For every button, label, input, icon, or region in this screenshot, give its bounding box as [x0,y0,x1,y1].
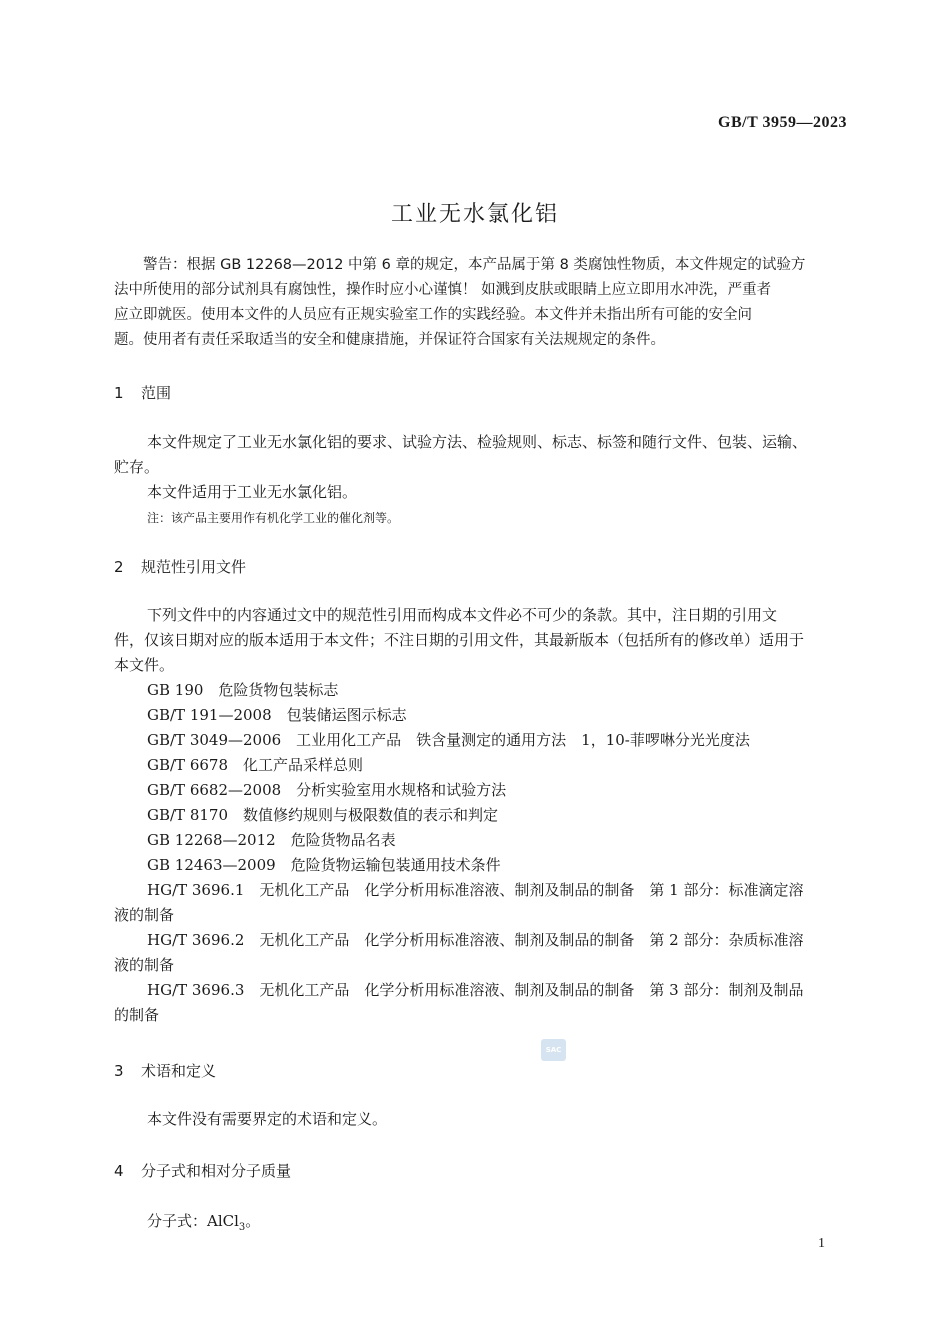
section-number: 3 [114,1062,124,1080]
formula-main: AlCl [207,1212,239,1230]
paragraph-line: 贮存。 [114,458,160,476]
reference-item: GB/T 8170 数值修约规则与极限数值的表示和判定 [147,806,499,824]
section-title: 分子式和相对分子质量 [141,1162,292,1180]
reference-item-continued: 液的制备 [114,956,175,974]
section-3-heading [114,1060,216,1081]
paragraph-line: 本文件没有需要界定的术语和定义。 [147,1110,388,1128]
formula-label: 分子式： [147,1212,208,1230]
reference-item: HG/T 3696.3 无机化工产品 化学分析用标准溶液、制剂及制品的制备 第 3 部分：制剂及制品 [147,981,804,999]
section-2-heading [114,556,246,577]
reference-item: GB 12268—2012 危险货物品名表 [147,831,396,849]
paragraph-line: 本文件。 [114,656,175,674]
page-number: 1 [818,1236,825,1251]
reference-item: GB/T 6678 化工产品采样总则 [147,756,364,774]
reference-item: GB/T 6682—2008 分析实验室用水规格和试验方法 [147,781,507,799]
paragraph-line: 下列文件中的内容通过文中的规范性引用而构成本文件必不可少的条款。其中，注日期的引用文 [147,606,778,624]
sac-watermark-logo: SAC [541,1039,566,1061]
document-title: 工业无水氯化铝 [390,202,559,227]
reference-item-continued: 的制备 [114,1006,160,1024]
section-number: 4 [114,1162,124,1180]
molecular-formula [147,1209,260,1240]
reference-item-continued: 液的制备 [114,906,175,924]
section-number: 2 [114,558,124,576]
section-title: 范围 [141,384,172,402]
paragraph-line: 本文件规定了工业无水氯化铝的要求、试验方法、检验规则、标志、标签和随行文件、包装、运输、 [147,433,808,451]
section-4-heading [114,1160,291,1181]
note-text: 注：该产品主要用作有机化学工业的催化剂等。 [147,511,400,525]
section-1-heading [114,382,171,403]
reference-item: HG/T 3696.1 无机化工产品 化学分析用标准溶液、制剂及制品的制备 第 1 部分：标准滴定溶 [147,881,804,899]
section-number: 1 [114,384,124,402]
reference-item: HG/T 3696.2 无机化工产品 化学分析用标准溶液、制剂及制品的制备 第 2 部分：杂质标准溶 [147,931,804,949]
reference-item: GB 190 危险货物包装标志 [147,681,339,699]
section-title: 规范性引用文件 [141,558,247,576]
reference-item: GB 12463—2009 危险货物运输包装通用技术条件 [147,856,501,874]
reference-item: GB/T 191—2008 包装储运图示标志 [147,706,407,724]
warning-line: 警告：根据 GB 12268—2012 中第 6 章的规定，本产品属于第 8 类腐蚀性物质，本文件规定的试验方 [114,257,806,273]
reference-item: GB/T 3049—2006 工业用化工产品 铁含量测定的通用方法 1，10-菲啰啉分光光度法 [147,731,750,749]
paragraph-line: 件，仅该日期对应的版本适用于本文件；不注日期的引用文件，其最新版本（包括所有的修改单）适用于 [114,631,805,649]
formula-end: 。 [245,1212,261,1230]
warning-paragraph [114,253,854,353]
section-title: 术语和定义 [141,1062,217,1080]
warning-line: 应立即就医。使用本文件的人员应有正规实验室工作的实践经验。本文件并未指出所有可能的安全问 [114,307,752,323]
warning-line: 法中所使用的部分试剂具有腐蚀性，操作时应小心谨慎！ 如溅到皮肤或眼睛上应立即用水冲洗，严重者 [114,282,772,298]
formula-subscript: 3 [238,1222,246,1233]
warning-line: 题。使用者有责任采取适当的安全和健康措施，并保证符合国家有关法规规定的条件。 [114,332,665,348]
paragraph-line: 本文件适用于工业无水氯化铝。 [147,483,358,501]
standard-number: GB/T 3959—2023 [718,114,847,131]
